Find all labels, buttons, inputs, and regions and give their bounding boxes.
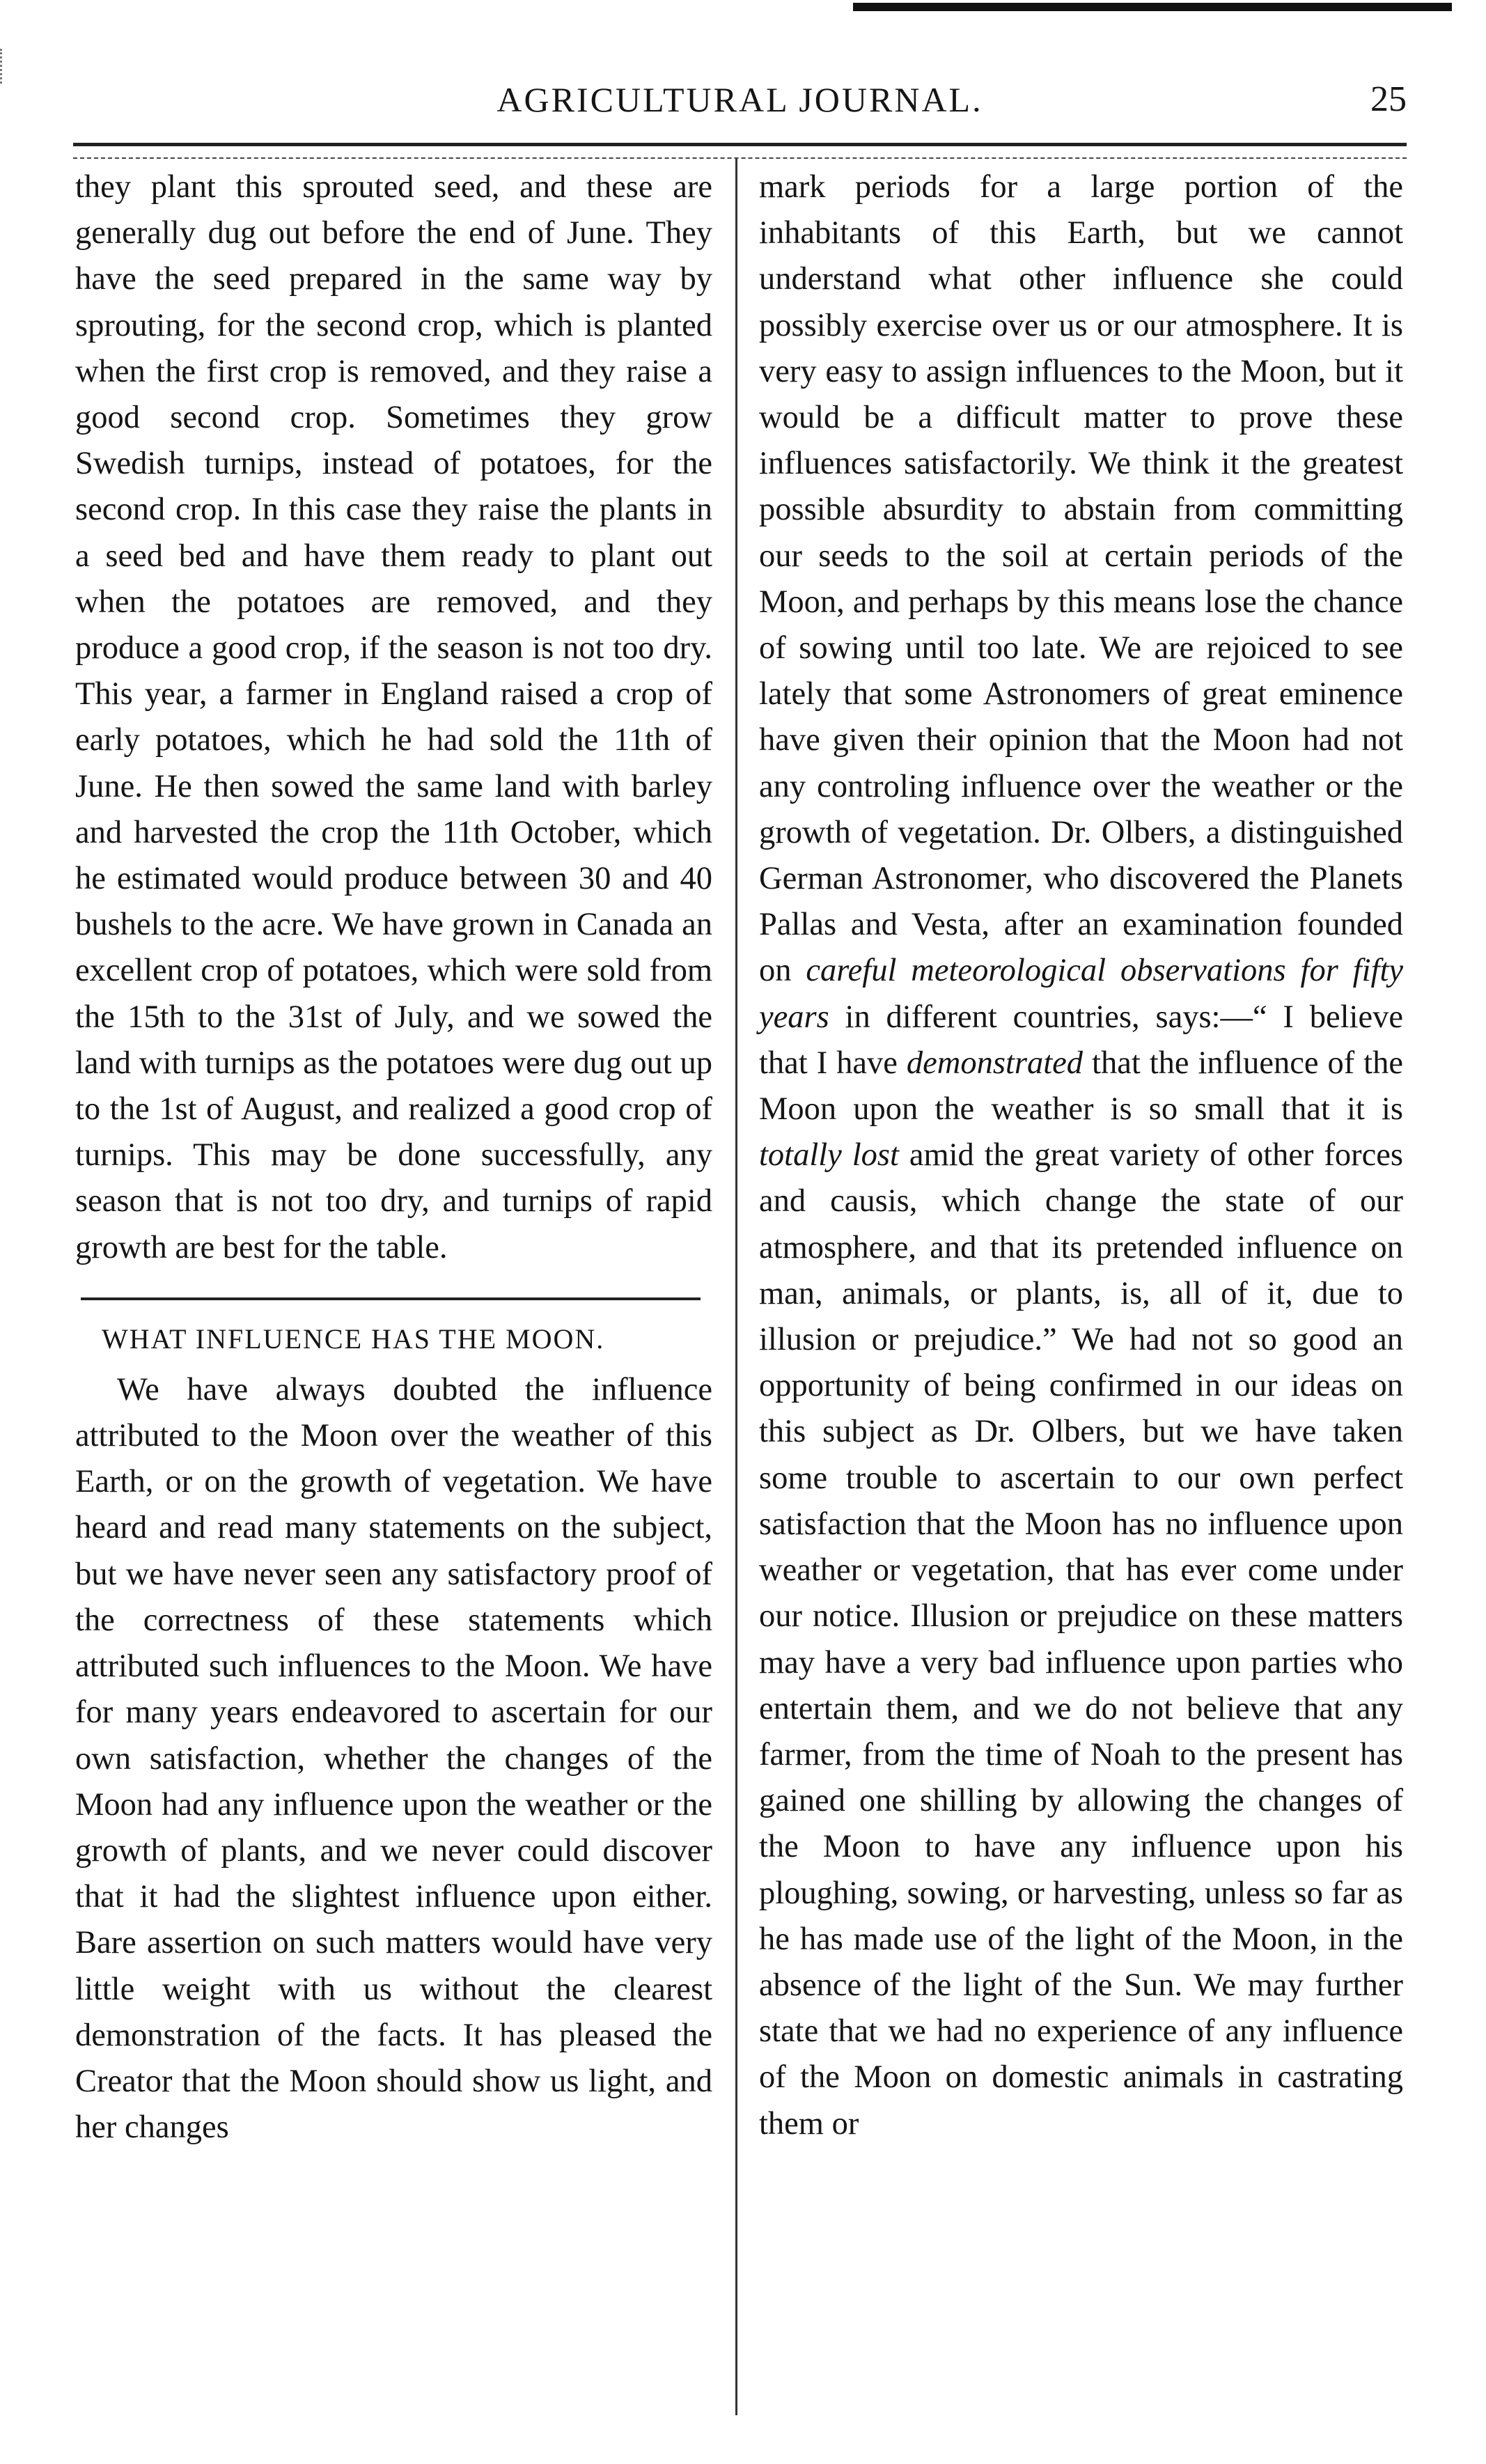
paragraph-potatoes-second-crop: they plant this sprouted seed, and these are generally dug out before the end of June. They have the seed prepared in the same way by sprouting, for the second crop, which is planted when the first crop is removed, and they raise a good second crop. Sometimes they grow Swedish turnips, instead of potatoes, for the second crop. In this case they raise the plants in a seed bed and have them ready to plant out when the potatoes are removed, and they produce a good crop, if the season is not too dry. This year, a farmer in England raised a crop of early potatoes, which he had sold the 11th of June. He then sowed the same land with barley and harvested the crop the 11th October, which he estimated would produce between 30 and 40 bushels to the acre. We have grown in Canada an excellent crop of potatoes, which were sold from the 15th to the 31st of July, and we sowed the land with turnips as the potatoes were dug out up to the 1st of August, and realized a good crop of turnips. This may be done successfully, any season that is not too dry, and turnips of rapid growth are best for the table. (75, 169, 712, 1265)
right-column (759, 164, 1403, 2147)
section-heading: WHAT INFLUENCE HAS THE MOON. (102, 1323, 605, 1355)
page-number: 25 (1370, 79, 1407, 119)
text-run: in different countries, says:—“ I believe that I have (759, 999, 1403, 1081)
section-rule (81, 1297, 701, 1300)
text-run: mark periods for a large portion of the inhabitants of this Earth, but we cannot understand what other influence she could possibly exercise over us or our atmosphere. It is very easy to assign influences to the Moon, but it would be a difficult matter to prove these influences satisfactorily. We think it the greatest possible absurdity to abstain from committing our seeds to the soil at certain periods of the Moon, and perhaps by this means lose the chance of sowing until too late. We are rejoiced to see lately that some Astronomers of great eminence have given their opinion that the Moon had not any controling influence over the weather or the growth of vegetation. Dr. Olbers, a distinguished German Astronomer, who discovered the Planets Pallas and Vesta, after an examination founded on (759, 169, 1403, 989)
page-header (73, 75, 1407, 124)
text-run: amid the great variety of other forces and causis, which change the state of our atmosphere, and that its pretended influence on man, animals, or plants, is, all of it, due to illusion or prejudice.” We had not so good an opportunity of being confirmed in our ideas on this subject as Dr. Olbers, but we have taken some trouble to ascertain to our own perfect satisfaction that the Moon has no influence upon weather or vegetation, that has ever come under our notice. Illusion or prejudice on these matters may have a very bad influence upon parties who entertain them, and we do not believe that any farmer, from the time of Noah to the present has gained one shilling by allowing the changes of the Moon to have any influence upon his ploughing, sowing, or harvesting, unless so far as he has made use of the light of the Moon, in the absence of the light of the Sun. We may further state that we had no experience of any influence of the Moon on domestic animals in castrating them or (759, 1137, 1403, 2142)
paragraph-moon-influence-intro: We have always doubted the influence attributed to the Moon over the weather of this Earth, or on the growth of vegetation. We have heard and read many statements on the subject, but we have never seen any satisfactory proof of the correctness of these statements which attributed such influences to the Moon. We have for many years endeavored to ascertain for our own satisfaction, whether the changes of the Moon had any influence upon the weather or the growth of plants, and we never could discover that it had the slightest influence upon either. Bare assertion on such matters would have very little weight with us without the clearest demonstration of the facts. It has pleased the Creator that the Moon should show us light, and her changes (75, 1371, 712, 2146)
running-head: AGRICULTURAL JOURNAL. (496, 80, 983, 119)
scan-edge-marks (0, 49, 6, 84)
paragraph-moon-influence-continued (759, 164, 1403, 2147)
header-double-rule (73, 143, 1407, 159)
left-column (75, 164, 712, 2151)
top-edge-rule (853, 3, 1452, 11)
italic-text-run: totally lost (759, 1137, 899, 1173)
text-run: that the influence of the Moon upon the weather is so small that it is (759, 1045, 1403, 1128)
italic-text-run: demonstrated (906, 1045, 1084, 1081)
italic-text-run: careful meteorological observations for fifty years (759, 953, 1403, 1035)
column-divider (735, 159, 737, 2415)
